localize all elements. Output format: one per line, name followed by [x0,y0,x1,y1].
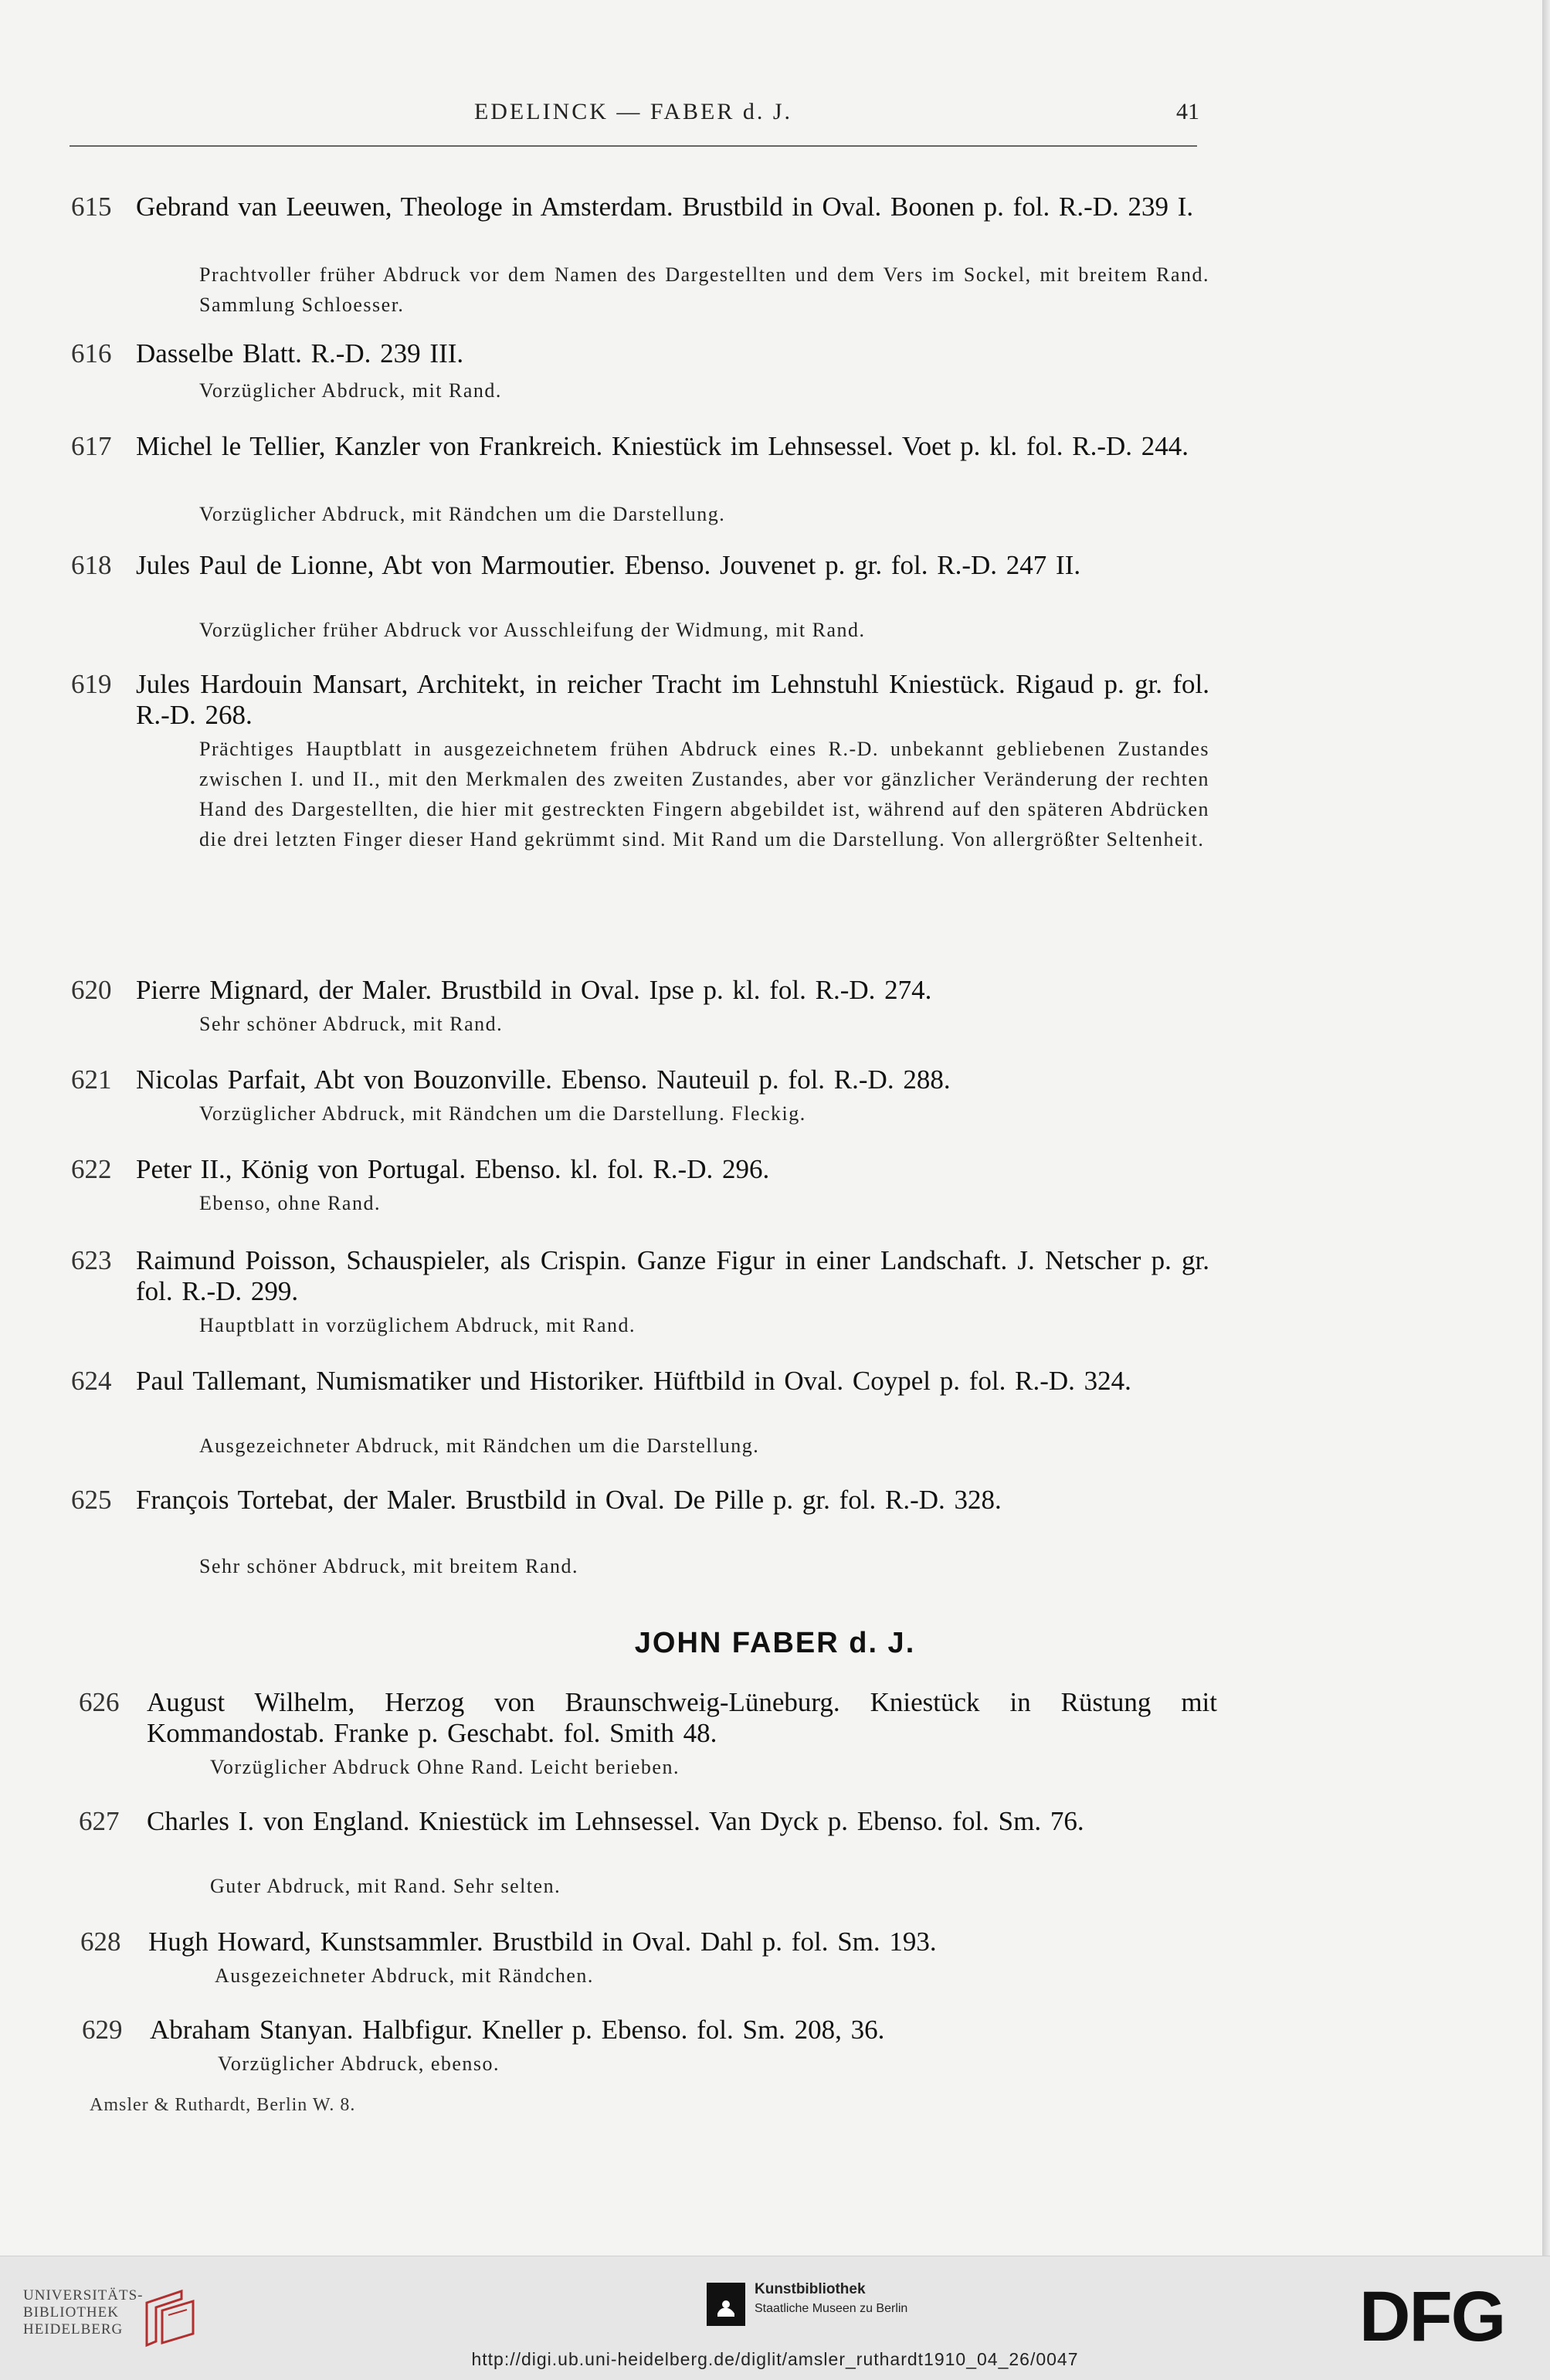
kunstbibliothek-wordmark [755,2280,1025,2318]
lot-number: 621 [71,1064,112,1095]
lot-note: Vorzüglicher früher Abdruck vor Ausschleifung der Widmung, mit Rand. [199,619,866,641]
lot-note: Guter Abdruck, mit Rand. Sehr selten. [210,1875,561,1897]
lot-title: Paul Tallemant, Numismatiker und Historiker. Hüftbild in Oval. Coypel p. fol. R.-D. 324. [136,1366,1131,1396]
lot-number: 618 [71,550,112,580]
lot-number: 627 [79,1806,120,1836]
lot-title: Michel le Tellier, Kanzler von Frankreich. Kniestück im Lehnsessel. Voet p. kl. fol. R.-D. 244. [136,431,1189,461]
lot-note: Vorzüglicher Abdruck, mit Rand. [199,379,502,402]
dfg-logo[interactable]: DFG [1359,2277,1505,2356]
kunstbibliothek-title: Kunstbibliothek [755,2281,866,2297]
running-head: EDELINCK — FABER d. J. [473,99,793,124]
lot-number: 622 [71,1154,112,1184]
lot-title: Gebrand van Leeuwen, Theologe in Amsterdam. Brustbild in Oval. Boonen p. fol. R.-D. 239 I. [136,192,1194,222]
lot-number: 615 [71,192,112,222]
lot-note: Ausgezeichneter Abdruck, mit Rändchen um die Darstellung. [199,1434,760,1457]
lot-number: 624 [71,1366,112,1396]
kunstbibliothek-subtitle: Staatliche Museen zu Berlin [755,2302,908,2315]
lot-note: Vorzüglicher Abdruck, mit Rändchen um die Darstellung. Fleckig. [199,1102,806,1125]
kunstbibliothek-logo[interactable] [707,2280,1031,2334]
page-number: 41 [1176,99,1199,124]
lot-number: 623 [71,1245,112,1275]
lot-note: Ebenso, ohne Rand. [199,1192,381,1214]
lot-number: 619 [71,669,112,699]
lot-note: Vorzüglicher Abdruck, ebenso. [218,2052,500,2075]
lot-number: 616 [71,338,112,368]
lot-note: Sehr schöner Abdruck, mit Rand. [199,1013,504,1035]
lot-note: Hauptblatt in vorzüglichem Abdruck, mit Rand. [199,1314,636,1336]
kunstbibliothek-emblem-icon [707,2283,745,2326]
lot-note: Prachtvoller früher Abdruck vor dem Namen des Dargestellten und dem Vers im Sockel, mit breitem Rand. Sammlung Schloesser. [199,263,1209,316]
lot-title: Pierre Mignard, der Maler. Brustbild in Oval. Ipse p. kl. fol. R.-D. 274. [136,975,932,1005]
logo-line: UNIVERSITÄTS- [23,2287,144,2304]
section-heading: JOHN FABER d. J. [634,1627,916,1659]
lot-note: Prächtiges Hauptblatt in ausgezeichnetem frühen Abdruck eines R.-D. unbekannt gebliebenen Zustandes zwischen I. und II., mit den Merkmalen des zweiten Zustandes, aber vor gänzlicher Veränderung der rechten Hand des Dargestellten, die hier mit gestreckten Fingern abgebildet ist, während auf den späteren Abdrücken die drei letzten Finger dieser Hand gekrümmt sind. Mit Rand um die Darstellung. Von allergrößter Seltenheit. [199,738,1209,850]
lot-title: August Wilhelm, Herzog von Braunschweig-Lüneburg. Kniestück in Rüstung mit Kommandostab. Franke p. Geschabt. fol. Smith 48. [147,1687,1217,1748]
lot-note: Vorzüglicher Abdruck, mit Rändchen um die Darstellung. [199,503,726,525]
university-library-wordmark [23,2287,144,2338]
lot-title: Jules Paul de Lionne, Abt von Marmoutier. Ebenso. Jouvenet p. gr. fol. R.-D. 247 II. [136,550,1081,580]
lot-number: 626 [79,1687,120,1717]
logo-line: HEIDELBERG [23,2321,124,2338]
header-rule [70,145,1197,147]
permalink-url[interactable]: http://digi.ub.uni-heidelberg.de/diglit/amsler_ruthardt1910_04_26/0047 [471,2349,1079,2369]
lot-title: Hugh Howard, Kunstsammler. Brustbild in Oval. Dahl p. fol. Sm. 193. [148,1927,937,1957]
lot-title: François Tortebat, der Maler. Brustbild in Oval. De Pille p. gr. fol. R.-D. 328. [136,1485,1002,1515]
printer-imprint: Amsler & Ruthardt, Berlin W. 8. [90,2095,356,2115]
lot-title: Abraham Stanyan. Halbfigur. Kneller p. Ebenso. fol. Sm. 208, 36. [150,2015,885,2045]
library-emblem-icon [139,2287,209,2349]
university-library-logo[interactable] [23,2287,209,2349]
lot-number: 629 [82,2015,123,2045]
lot-title: Nicolas Parfait, Abt von Bouzonville. Ebenso. Nauteuil p. fol. R.-D. 288. [136,1064,951,1095]
lot-note: Ausgezeichneter Abdruck, mit Rändchen. [215,1964,594,1987]
lot-number: 628 [80,1927,121,1957]
lot-title: Peter II., König von Portugal. Ebenso. kl. fol. R.-D. 296. [136,1154,770,1184]
lot-title: Jules Hardouin Mansart, Architekt, in reicher Tracht im Lehnstuhl Kniestück. Rigaud p. gr. fol. R.-D. 268. [136,669,1209,730]
logo-line: BIBLIOTHEK [23,2304,119,2321]
lot-number: 617 [71,431,112,461]
lot-note: Vorzüglicher Abdruck Ohne Rand. Leicht berieben. [210,1756,680,1778]
lot-number: 625 [71,1485,112,1515]
lot-title: Raimund Poisson, Schauspieler, als Crispin. Ganze Figur in einer Landschaft. J. Netscher p. gr. fol. R.-D. 299. [136,1245,1209,1306]
page-edge-shadow [1542,0,1550,2256]
lot-title: Dasselbe Blatt. R.-D. 239 III. [136,338,464,368]
lot-note: Sehr schöner Abdruck, mit breitem Rand. [199,1555,579,1577]
lot-number: 620 [71,975,112,1005]
lot-title: Charles I. von England. Kniestück im Lehnsessel. Van Dyck p. Ebenso. fol. Sm. 76. [147,1806,1084,1836]
digitization-footer [0,2256,1550,2380]
